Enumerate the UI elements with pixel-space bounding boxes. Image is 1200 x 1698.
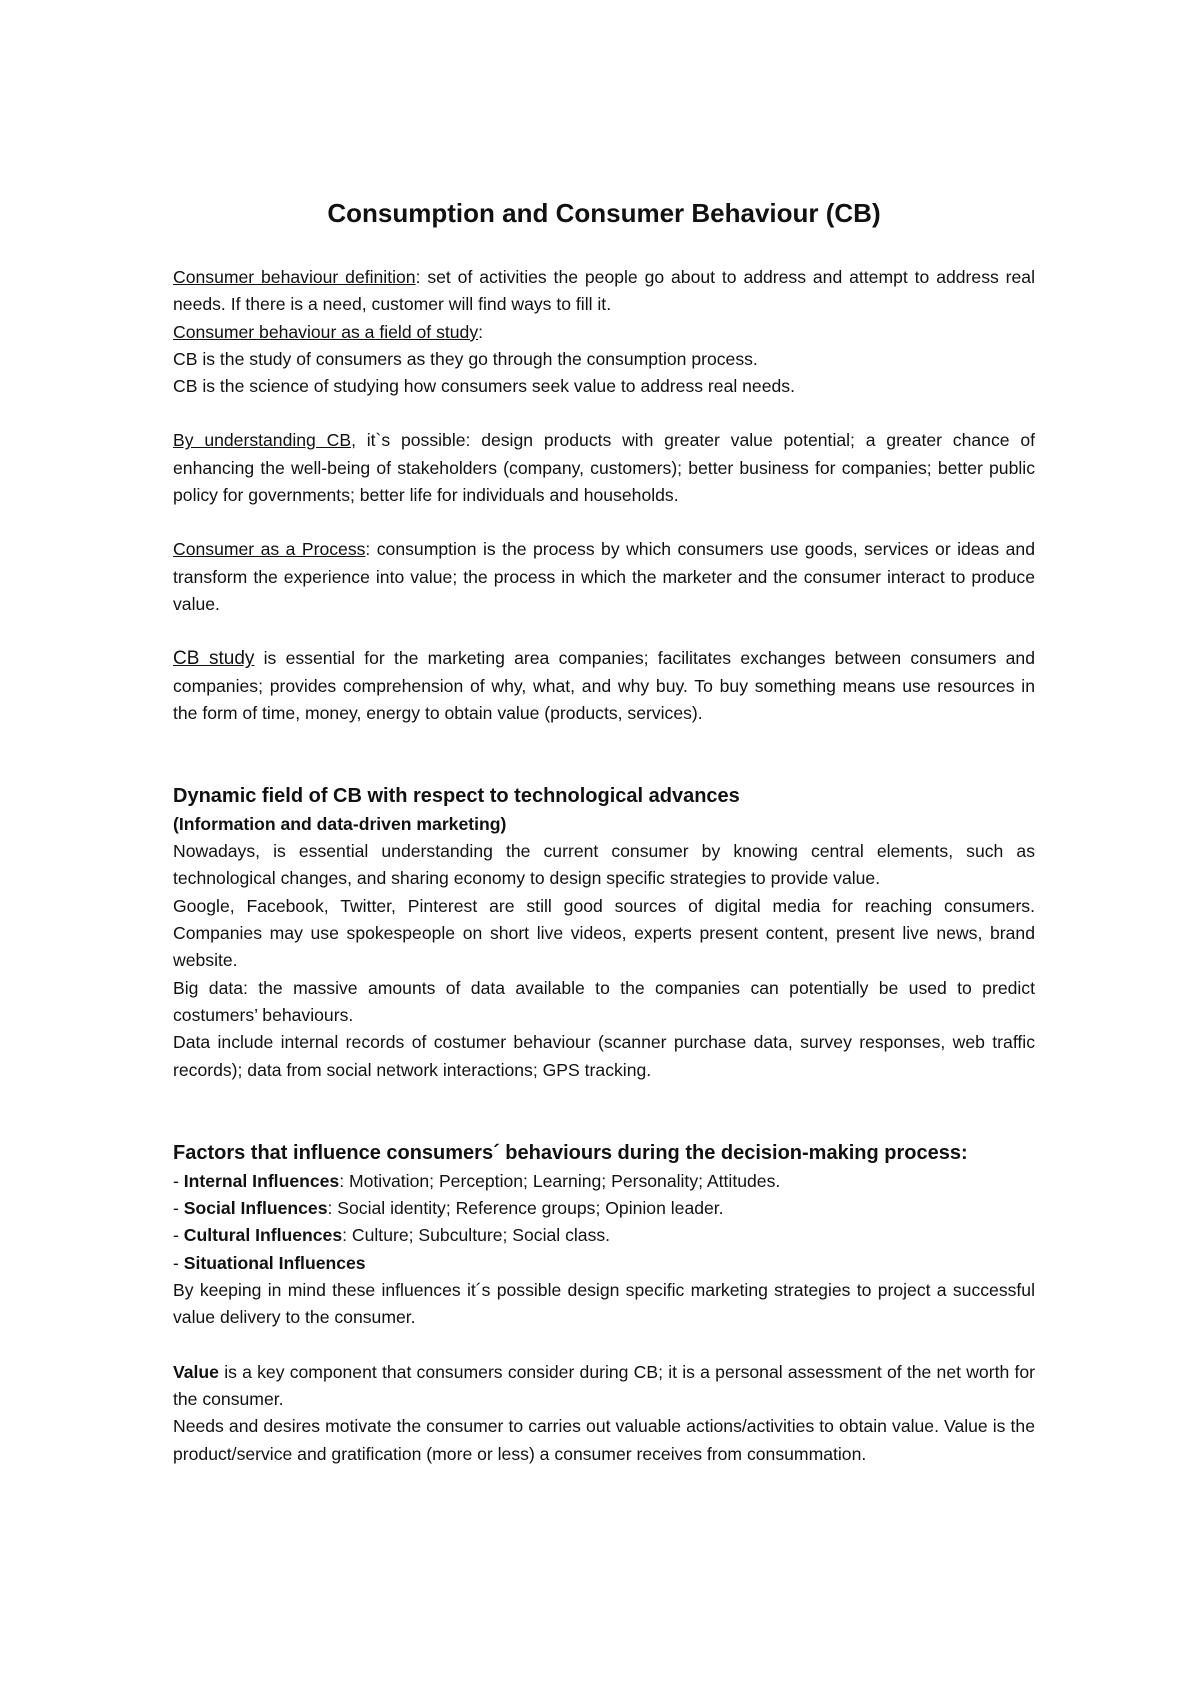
document-body (173, 196, 1035, 1468)
value-paragraph-2: Needs and desires motivate the consumer to carries out valuable actions/activities to obtain value. Value is the product/service and gratification (more or less) a consumer receives from consummation. (173, 1416, 1035, 1464)
list-item-prefix: - (173, 1170, 184, 1191)
value-term: Value (173, 1361, 219, 1382)
study-paragraph (173, 645, 1035, 727)
dynamic-paragraph-2: Google, Facebook, Twitter, Pinterest are still good sources of digital media for reaching consumers. Companies may use spokespeople on short live videos, experts present content, present live news, brand website. (173, 895, 1035, 971)
factors-closing-paragraph: By keeping in mind these influences it´s possible design specific marketing strategies to project a successful value delivery to the consumer. (173, 1280, 1035, 1328)
dynamic-paragraph-3: Big data: the massive amounts of data available to the companies can potentially be used to predict costumers’ behaviours. (173, 977, 1035, 1025)
process-text: : consumption is the process by which consumers use goods, services or ideas and transform the experience into value; the process in which the marketer and the consumer interact to produce value. (173, 539, 1035, 614)
dynamic-section-subheading: (Information and data-driven marketing) (173, 814, 507, 835)
list-item-prefix: - (173, 1198, 184, 1219)
factors-section-heading: Factors that influence consumers´ behaviours during the decision-making process: (173, 1141, 968, 1164)
definition-paragraph (173, 264, 1035, 319)
list-item-text: : Culture; Subculture; Social class. (342, 1225, 611, 1246)
dynamic-paragraph-1: Nowadays, is essential understanding the current consumer by knowing central elements, such as technological changes, and sharing economy to design specific strategies to provide value. (173, 841, 1035, 889)
field-of-study-line-1: CB is the study of consumers as they go through the consumption process. (173, 348, 758, 369)
study-text: is essential for the marketing area companies; facilitates exchanges between consumers and companies; provides comprehension of why, what, and why buy. To buy something means use resources in the form of time, money, energy to obtain value (products, services). (173, 648, 1035, 723)
process-paragraph (173, 536, 1035, 618)
spacer (173, 400, 1035, 427)
definition-term: Consumer behaviour definition (173, 267, 416, 287)
list-item-term: Internal Influences (183, 1170, 340, 1191)
field-of-study-colon: : (478, 321, 484, 342)
field-of-study-term: Consumer behaviour as a field of study (173, 321, 479, 342)
process-term: Consumer as a Process (173, 539, 366, 560)
list-item-term: Cultural Influences (183, 1225, 343, 1246)
list-item-term: Social Influences (183, 1198, 328, 1219)
list-item (173, 1222, 1035, 1249)
spacer (173, 727, 1035, 781)
value-text: is a key component that consumers consider during CB; it is a personal assessment of the net worth for the consumer. (173, 1361, 1035, 1409)
list-item-prefix: - (173, 1225, 184, 1246)
field-of-study-heading (173, 319, 1035, 346)
spacer (173, 1332, 1035, 1359)
understanding-term: By understanding CB (173, 430, 352, 451)
list-item (173, 1250, 1035, 1277)
list-item (173, 1168, 1035, 1195)
list-item (173, 1195, 1035, 1222)
list-item-text: : Social identity; Reference groups; Opinion leader. (327, 1198, 724, 1219)
spacer (173, 618, 1035, 645)
field-of-study-line-2: CB is the science of studying how consumers seek value to address real needs. (173, 376, 795, 397)
spacer (173, 509, 1035, 536)
spacer (173, 1084, 1035, 1138)
value-paragraph (173, 1359, 1035, 1414)
list-item-text: : Motivation; Perception; Learning; Personality; Attitudes. (339, 1170, 781, 1191)
dynamic-section-heading: Dynamic field of CB with respect to technological advances (173, 785, 740, 808)
list-item-prefix: - (173, 1252, 184, 1273)
document-title: Consumption and Consumer Behaviour (CB) (327, 198, 881, 228)
definition-text: : set of activities the people go about to address and attempt to address real needs. If there is a need, customer will find ways to fill it. (173, 267, 1035, 315)
study-term: CB study (173, 648, 255, 670)
understanding-paragraph (173, 427, 1035, 509)
dynamic-paragraph-4: Data include internal records of costumer behaviour (scanner purchase data, survey responses, web traffic records); data from social network interactions; GPS tracking. (173, 1032, 1035, 1080)
understanding-text: , it`s possible: design products with greater value potential; a greater chance of enhancing the well-being of stakeholders (company, customers); better business for companies; better public policy for governments; better life for individuals and households. (173, 430, 1035, 506)
list-item-term: Situational Influences (183, 1252, 366, 1273)
